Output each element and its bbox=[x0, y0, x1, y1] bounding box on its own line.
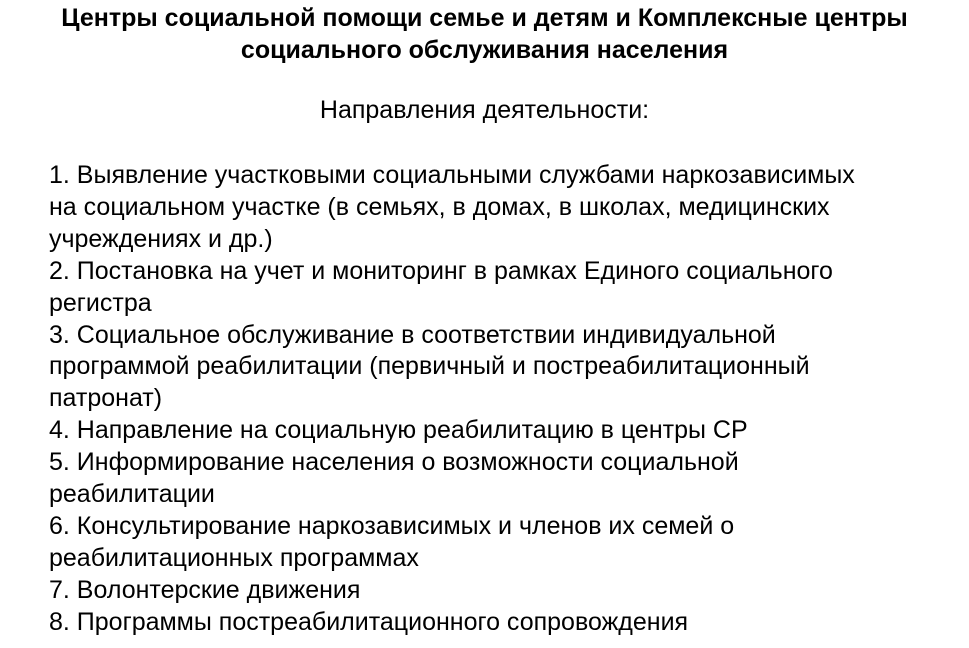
title-line-1: Центры социальной помощи семье и детям и Комплексные центры bbox=[61, 4, 908, 32]
list-item-line: 7. Волонтерские движения bbox=[49, 575, 361, 604]
list-item-line: 8. Программы постреабилитационного сопровождения bbox=[49, 607, 689, 636]
list-item-line: регистра bbox=[49, 288, 152, 317]
list-item-line: реабилитации bbox=[49, 480, 215, 509]
list-item-line: 6. Консультирование наркозависимых и членов их семей о bbox=[49, 511, 735, 540]
list-item-line: учреждениях и др.) bbox=[49, 224, 273, 253]
list-item bbox=[49, 575, 949, 607]
section-subtitle: Направления деятельности: bbox=[319, 96, 650, 124]
list-item bbox=[49, 511, 949, 575]
list-item bbox=[49, 160, 949, 256]
list-item bbox=[49, 415, 949, 447]
list-item-line: программой реабилитации (первичный и постреабилитационный bbox=[49, 352, 810, 381]
list-item-line: 1. Выявление участковыми социальными службами наркозависимых bbox=[49, 161, 855, 189]
list-item-line: 2. Постановка на учет и мониторинг в рамках Единого социального bbox=[49, 256, 833, 285]
list-item bbox=[49, 320, 949, 416]
activity-list bbox=[49, 160, 949, 639]
list-item bbox=[49, 256, 949, 320]
list-item-line: 4. Направление на социальную реабилитацию в центры СР bbox=[49, 416, 748, 445]
list-item bbox=[49, 447, 949, 511]
list-item-line: на социальном участке (в семьях, в домах, в школах, медицинских bbox=[49, 192, 830, 221]
list-item-line: патронат) bbox=[49, 384, 163, 413]
list-item bbox=[49, 607, 949, 639]
page-title bbox=[0, 2, 969, 66]
list-item-line: реабилитационных программах bbox=[49, 543, 419, 572]
list-item-line: 5. Информирование населения о возможности социальной bbox=[49, 448, 739, 477]
list-item-line: 3. Социальное обслуживание в соответствии индивидуальной bbox=[49, 320, 776, 349]
title-line-2: социального обслуживания населения bbox=[240, 36, 729, 64]
